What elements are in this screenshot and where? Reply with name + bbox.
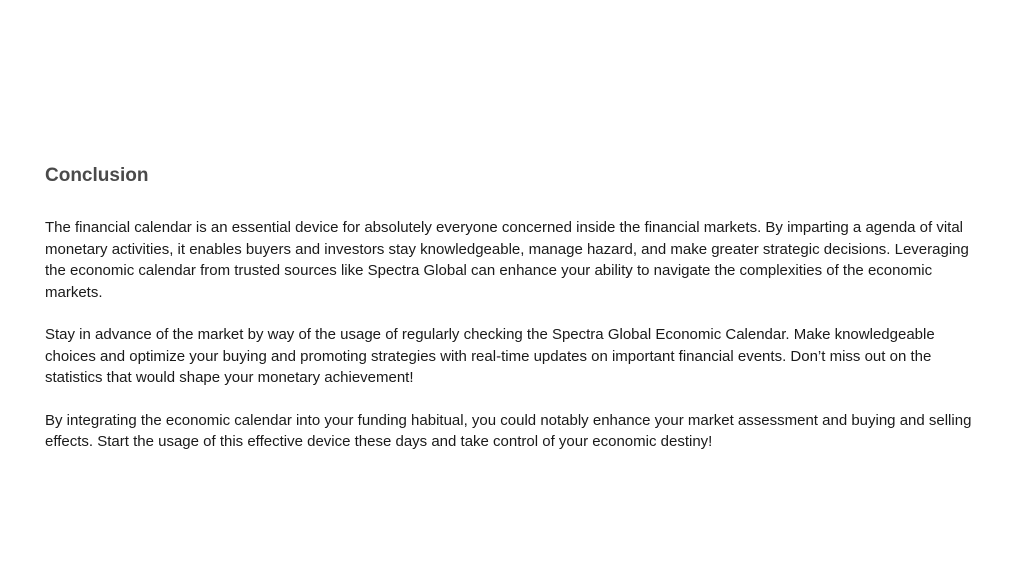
paragraph-3: By integrating the economic calendar into your funding habitual, you could notably enhance your market assessment and buying and selling effects. Start the usage of this effective device these days and take control of your economic destiny!: [45, 411, 972, 450]
slide-heading: Conclusion: [45, 165, 149, 186]
paragraph-1: The financial calendar is an essential device for absolutely everyone concerned inside the financial markets. By imparting a agenda of vital monetary activities, it enables buyers and investors stay knowledgeable, manage hazard, and make greater strategic decisions. Leveraging the economic calendar from trusted sources like Spectra Global can enhance your ability to navigate the complexities of the economic markets.: [45, 219, 969, 301]
paragraph-2: Stay in advance of the market by way of the usage of regularly checking the Spectra Global Economic Calendar. Make knowledgeable choices and optimize your buying and promoting strategies with real-time updates on important financial events. Don’t miss out on the statistics that would shape your monetary achievement!: [45, 326, 935, 386]
slide-body: [45, 217, 985, 474]
